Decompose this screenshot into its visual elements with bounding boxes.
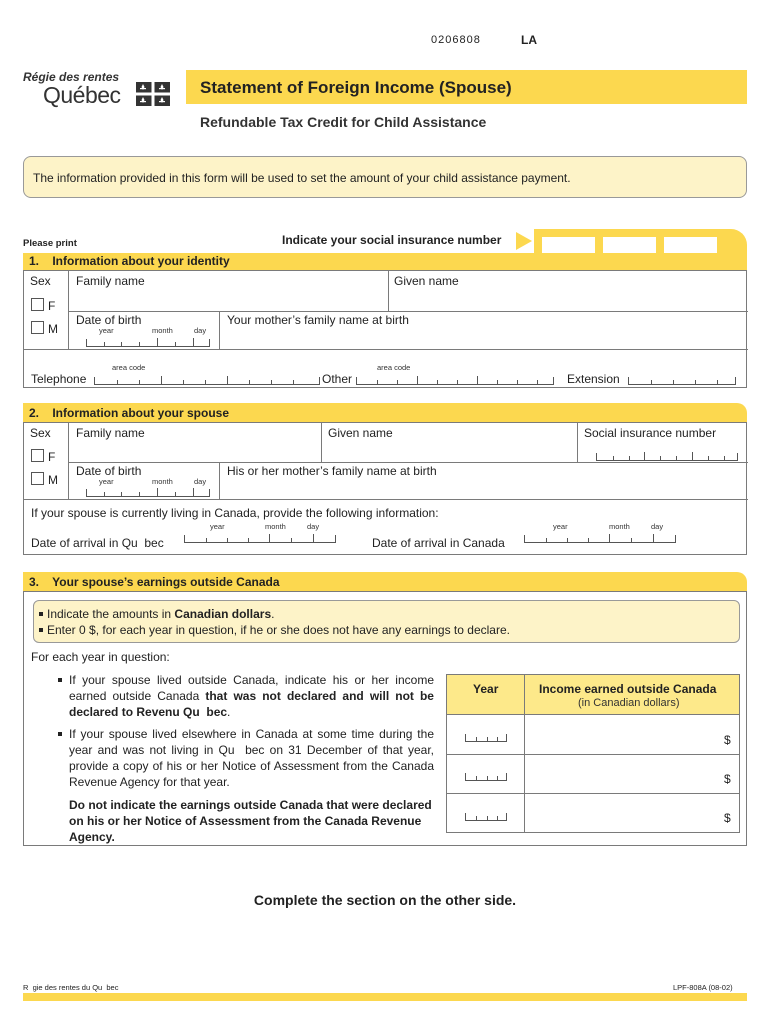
arrival-ca-day-hint: day — [651, 522, 664, 531]
extension-label: Extension — [567, 372, 620, 386]
spouse-sex-f-checkbox[interactable] — [31, 449, 44, 462]
lang-code: LA — [521, 33, 537, 47]
sex-label: Sex — [30, 274, 51, 288]
income-field-3[interactable] — [525, 794, 739, 832]
dob-year-hint: year — [99, 326, 114, 335]
spouse-dob-month-hint: month — [152, 477, 173, 486]
year-field-1[interactable] — [465, 734, 507, 742]
income-field-2[interactable] — [525, 755, 739, 793]
arrow-right-icon — [516, 232, 532, 250]
spouse-sex-label: Sex — [30, 426, 51, 440]
arrival-canada-label: Date of arrival in Canada — [372, 536, 505, 550]
family-name-field[interactable] — [69, 288, 387, 310]
for-each-year: For each year in question: — [31, 650, 170, 664]
dob-month-hint: month — [152, 326, 173, 335]
spouse-sex-m-label: M — [48, 473, 58, 487]
spouse-sin-field[interactable] — [596, 453, 738, 461]
footer-band — [23, 993, 747, 1001]
extension-field[interactable] — [628, 377, 736, 385]
sex-f-label: F — [48, 299, 56, 313]
section2-header — [23, 403, 747, 423]
col-year: Year — [473, 682, 499, 696]
other-phone-field[interactable] — [356, 377, 554, 385]
mother-name-field[interactable] — [220, 327, 747, 348]
arrival-qc-month-hint: month — [265, 522, 286, 531]
footer-org: R gie des rentes du Qu bec — [23, 983, 119, 992]
arrival-canada-field[interactable] — [524, 535, 676, 543]
sex-m-checkbox[interactable] — [31, 321, 44, 334]
arrival-qc-year-hint: year — [210, 522, 225, 531]
section1-header — [23, 253, 747, 270]
section1-form — [23, 270, 747, 388]
spouse-mother-name-label: His or her mother’s family name at birth — [227, 464, 437, 478]
footer-form-code: LPF-808A (08-02) — [673, 983, 733, 992]
arrival-quebec-field[interactable] — [184, 535, 336, 543]
spouse-dob-label: Date of birth — [76, 464, 142, 478]
logo-line2: Québec — [43, 82, 121, 108]
sex-f-checkbox[interactable] — [31, 298, 44, 311]
col-income-sub: (in Canadian dollars) — [578, 697, 680, 709]
spouse-dob-year-hint: year — [99, 477, 114, 486]
logo — [23, 70, 178, 110]
info-box — [23, 156, 747, 198]
info-text: The information provided in this form will be used to set the amount of your child assistance payment. — [33, 171, 571, 185]
page-title: Statement of Foreign Income (Spouse) — [200, 78, 512, 97]
income-table — [446, 674, 740, 833]
spouse-given-name-label: Given name — [328, 426, 393, 440]
given-name-label: Given name — [394, 274, 459, 288]
section2-heading: 2. Information about your spouse — [29, 406, 230, 420]
dob-label: Date of birth — [76, 313, 142, 327]
col-income: Income earned outside Canada — [539, 682, 717, 696]
note-canadian-dollars: Indicate the amounts in Canadian dollars. — [39, 607, 274, 621]
section1-heading: 1. Information about your identity — [29, 254, 230, 268]
arrival-ca-month-hint: month — [609, 522, 630, 531]
year-field-3[interactable] — [465, 813, 507, 821]
sin-prompt: Indicate your social insurance number — [282, 233, 502, 247]
year-field-2[interactable] — [465, 773, 507, 781]
arrival-quebec-label: Date of arrival in Qu bec — [31, 536, 164, 550]
family-name-label: Family name — [76, 274, 145, 288]
spouse-family-name-field[interactable] — [69, 440, 320, 461]
bullet-elsewhere-canada: If your spouse lived elsewhere in Canada at some time during the year and was not living in Qu bec on 31 December of that year, provide a copy of his or her Notice of Assessment from the Canada Revenue Agency for that year. — [58, 726, 434, 790]
title-banner — [186, 70, 747, 104]
spouse-sex-m-checkbox[interactable] — [31, 472, 44, 485]
spouse-dob-day-hint: day — [194, 477, 207, 486]
logo-line1: Régie des rentes — [23, 70, 120, 84]
bullet-outside-canada: If your spouse lived outside Canada, indicate his or her income earned outside Canada that was not declared and will not be declared to Revenu Qu bec. — [58, 672, 434, 720]
spouse-sex-f-label: F — [48, 450, 56, 464]
section3-header — [23, 572, 747, 592]
living-prompt: If your spouse is currently living in Canada, provide the following information: — [31, 506, 439, 520]
note-enter-zero: Enter 0 $, for each year in question, if he or she does not have any earnings to declare. — [39, 623, 510, 637]
tel-area-code-hint: area code — [112, 363, 146, 372]
please-print: Please print — [23, 238, 77, 249]
other-label: Other — [322, 372, 353, 386]
form-code-top: 0206808 — [431, 34, 481, 46]
spouse-family-name-label: Family name — [76, 426, 145, 440]
arrival-ca-year-hint: year — [553, 522, 568, 531]
spouse-sin-label: Social insurance number — [584, 426, 717, 440]
sex-m-label: M — [48, 322, 58, 336]
telephone-label: Telephone — [31, 372, 87, 386]
dollar-sign-3: $ — [724, 811, 731, 825]
mother-name-label: Your mother’s family name at birth — [227, 313, 409, 327]
given-name-field[interactable] — [389, 288, 747, 310]
fleur-de-lis-flag-icon — [136, 82, 170, 106]
section3-note-box — [33, 600, 740, 643]
section3-heading: 3. Your spouse’s earnings outside Canada — [29, 575, 280, 589]
arrival-qc-day-hint: day — [307, 522, 320, 531]
dob-day-hint: day — [194, 326, 207, 335]
dollar-sign-1: $ — [724, 733, 731, 747]
telephone-field[interactable] — [94, 377, 320, 385]
dollar-sign-2: $ — [724, 772, 731, 786]
spouse-given-name-field[interactable] — [322, 440, 576, 461]
section2-form — [23, 422, 747, 555]
complete-other-side: Complete the section on the other side. — [253, 892, 517, 908]
warning-text: Do not indicate the earnings outside Canada that were declared on his or her Notice of Assessment from the Canada Revenue Agency. — [69, 798, 432, 844]
section3-form — [23, 591, 747, 846]
page-subtitle: Refundable Tax Credit for Child Assistance — [200, 114, 487, 130]
other-area-code-hint: area code — [377, 363, 411, 372]
spouse-mother-name-field[interactable] — [220, 478, 747, 498]
spouse-dob-field[interactable] — [86, 489, 210, 497]
income-field-1[interactable] — [525, 716, 739, 754]
dob-field[interactable] — [86, 339, 210, 347]
